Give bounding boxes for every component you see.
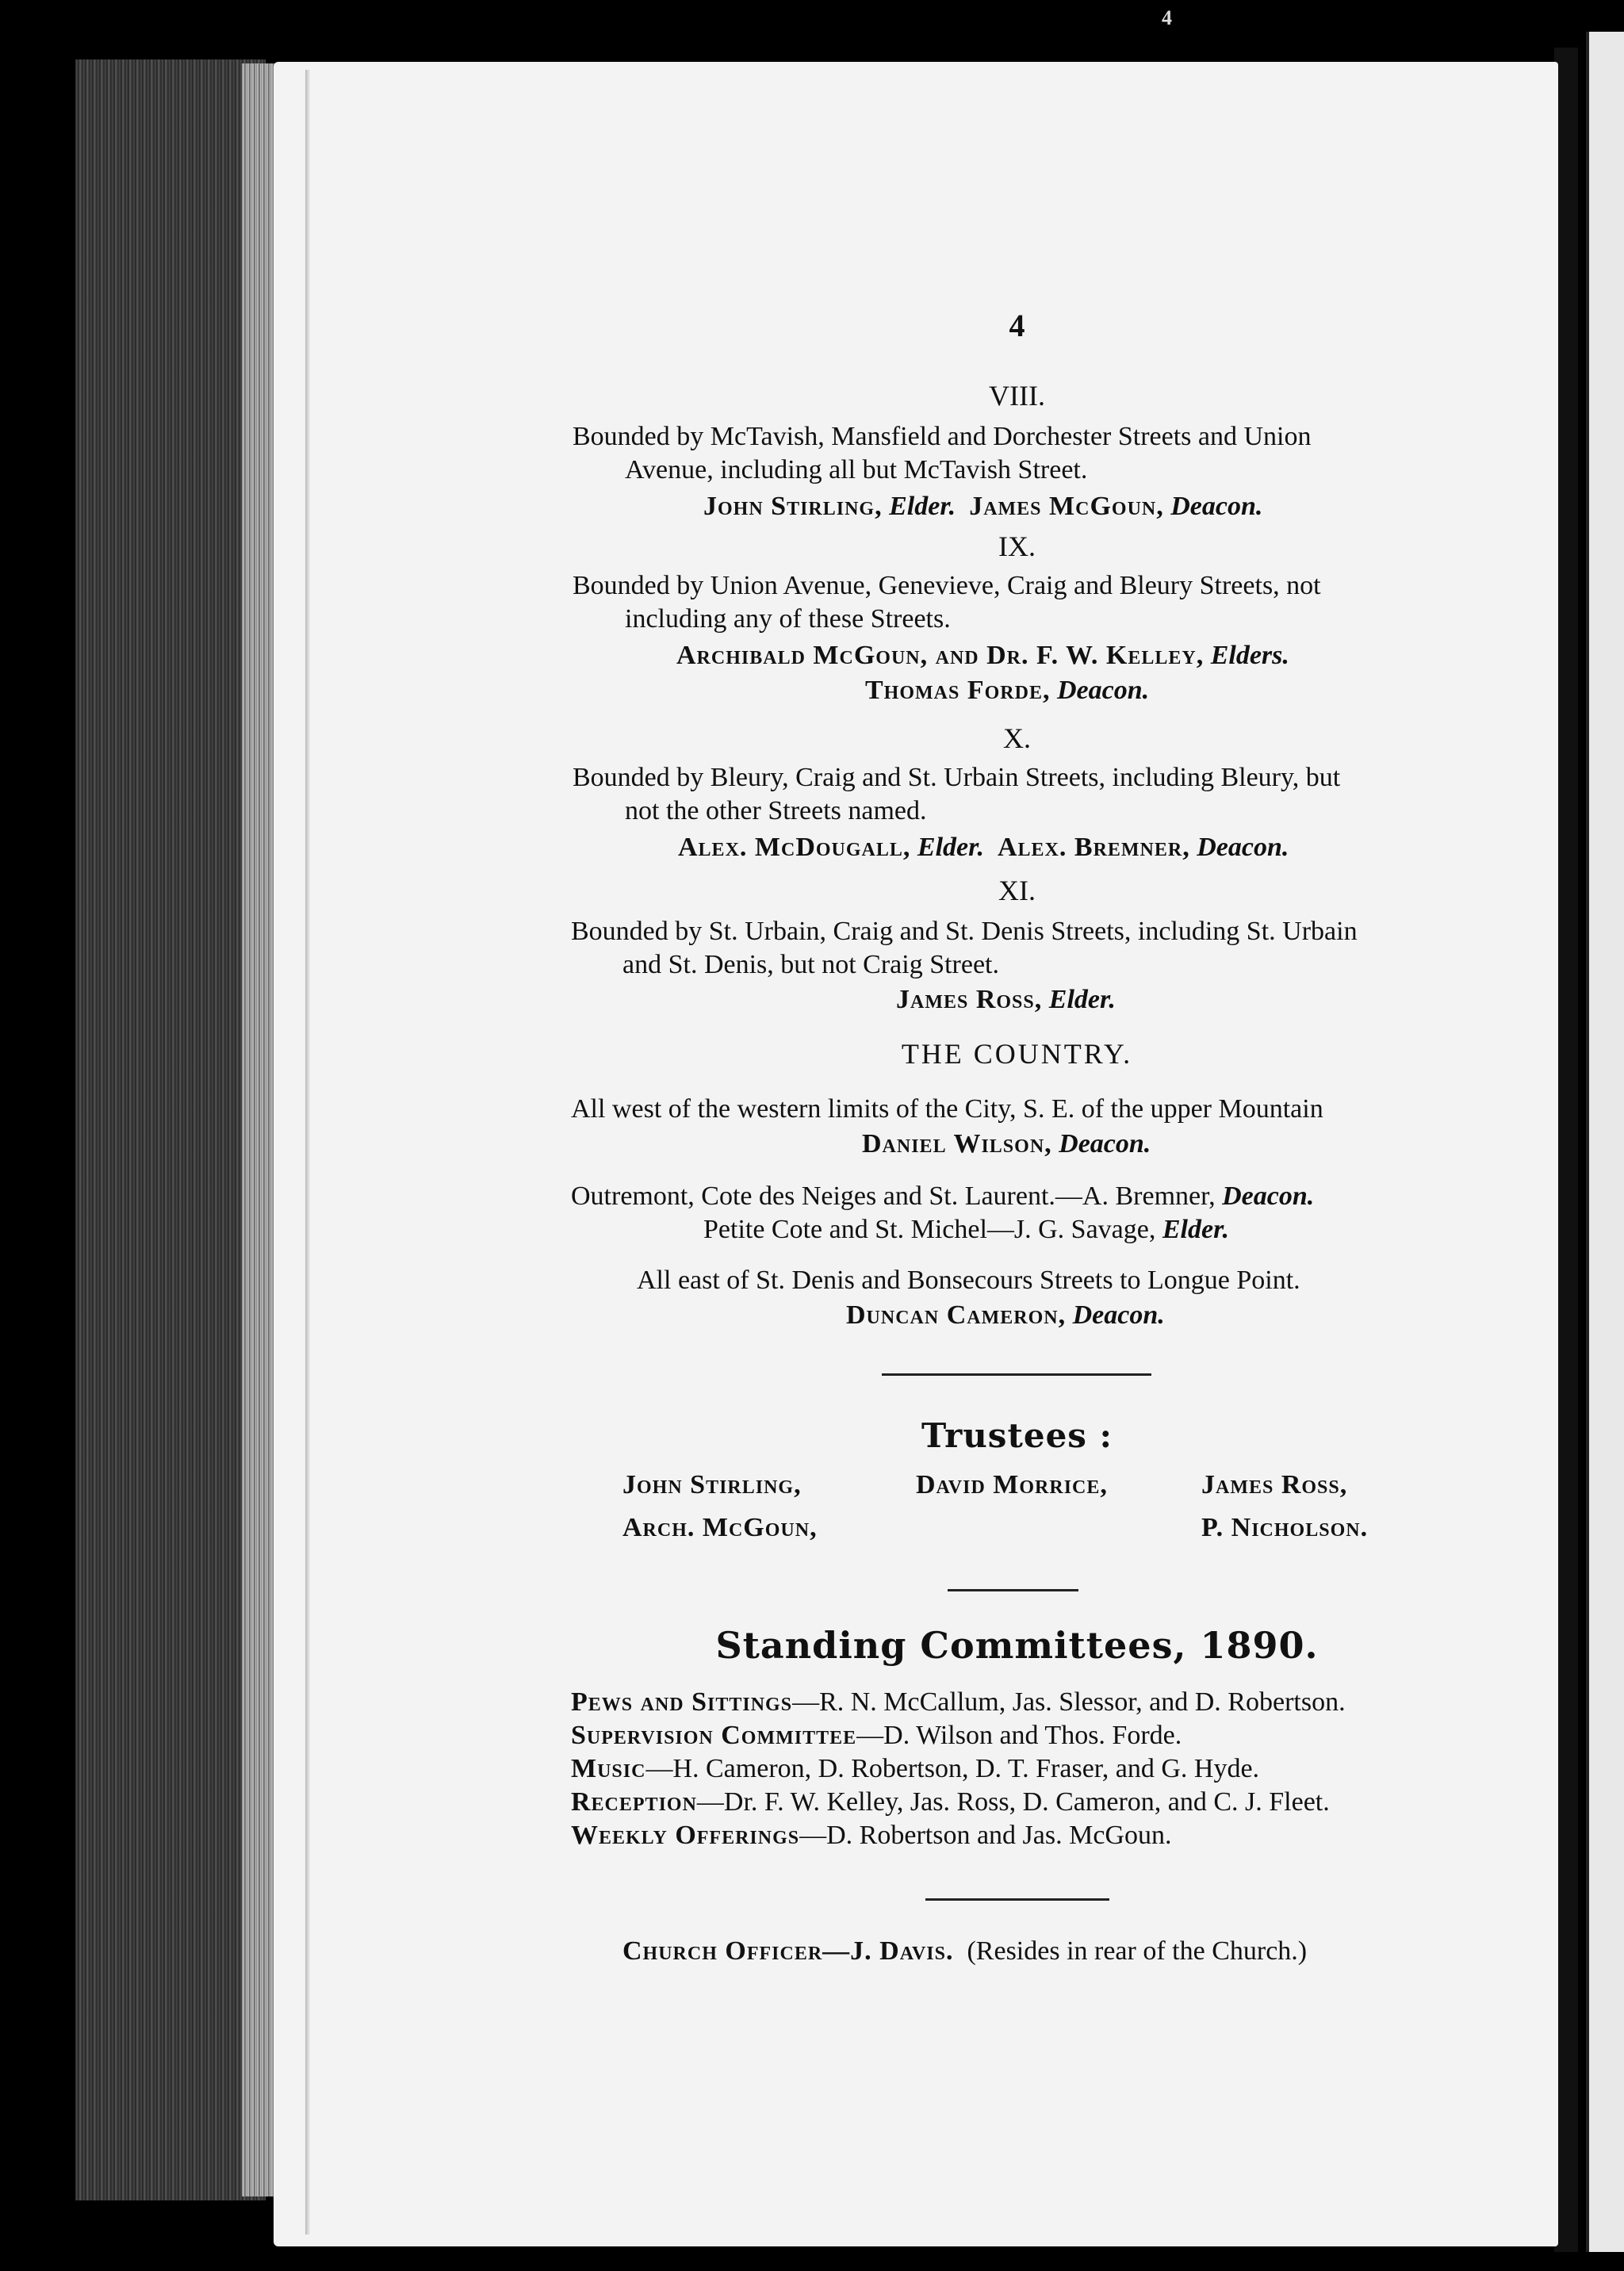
country-line: All west of the western limits of the City, S. E. of the upper Mountain: [571, 1094, 1323, 1124]
district-officers: Thomas Forde, Deacon.: [865, 676, 1150, 705]
next-page-edge: [1586, 32, 1624, 2252]
book-page-edges-inner: [242, 63, 278, 2196]
section-divider: [925, 1898, 1109, 1901]
trustee-name: James Ross,: [1201, 1470, 1348, 1499]
committee-item: Supervision Committee—D. Wilson and Thos. Forde.: [571, 1721, 1182, 1750]
district-officers: John Stirling, Elder. James McGoun, Deacon.: [703, 492, 1263, 521]
district-description: Bounded by Union Avenue, Genevieve, Craig and Bleury Streets, not: [573, 571, 1321, 600]
trustees-heading: Trustees :: [921, 1416, 1113, 1455]
district-officers: Archibald McGoun, and Dr. F. W. Kelley, Elders.: [676, 641, 1289, 670]
committee-item: Reception—Dr. F. W. Kelley, Jas. Ross, D. Cameron, and C. J. Fleet.: [571, 1787, 1330, 1817]
district-officers: James Ross, Elder.: [896, 985, 1116, 1014]
committee-item: Weekly Offerings—D. Robertson and Jas. McGoun.: [571, 1821, 1172, 1850]
committees-heading: Standing Committees, 1890.: [715, 1624, 1319, 1667]
trustee-name: David Morrice,: [916, 1470, 1108, 1499]
section-divider: [948, 1589, 1078, 1591]
trustee-name: P. Nicholson.: [1201, 1513, 1369, 1542]
district-description: not the other Streets named.: [625, 796, 927, 825]
district-description: Avenue, including all but McTavish Street.: [625, 455, 1088, 484]
church-officer: Church Officer—J. Davis. (Resides in rear of the Church.): [622, 1936, 1308, 1966]
country-officer: Daniel Wilson, Deacon.: [862, 1129, 1151, 1158]
committee-item: Music—H. Cameron, D. Robertson, D. T. Fraser, and G. Hyde.: [571, 1754, 1260, 1783]
trustee-name: Arch. McGoun,: [622, 1513, 818, 1542]
country-line: Petite Cote and St. Michel—J. G. Savage, Elder.: [703, 1215, 1229, 1244]
country-officer: Duncan Cameron, Deacon.: [846, 1300, 1165, 1330]
district-numeral: XI.: [998, 875, 1036, 906]
page-number: 4: [1009, 308, 1025, 343]
district-numeral: VIII.: [989, 380, 1045, 412]
country-heading: THE COUNTRY.: [901, 1038, 1133, 1070]
country-line: Outremont, Cote des Neiges and St. Laurent.—A. Bremner, Deacon.: [571, 1181, 1315, 1211]
section-divider: [882, 1373, 1151, 1376]
district-description: Bounded by St. Urbain, Craig and St. Denis Streets, including St. Urbain: [571, 917, 1358, 946]
district-description: and St. Denis, but not Craig Street.: [622, 950, 1000, 979]
district-description: Bounded by McTavish, Mansfield and Dorchester Streets and Union: [573, 422, 1312, 451]
book-page-edges: [75, 59, 266, 2200]
district-numeral: X.: [1003, 722, 1031, 754]
committee-item: Pews and Sittings—R. N. McCallum, Jas. Slessor, and D. Robertson.: [571, 1687, 1346, 1717]
district-numeral: IX.: [998, 530, 1036, 562]
district-description: Bounded by Bleury, Craig and St. Urbain Streets, including Bleury, but: [573, 763, 1341, 792]
trustee-name: John Stirling,: [622, 1470, 802, 1499]
top-mark: 4: [1162, 6, 1172, 29]
country-line: All east of St. Denis and Bonsecours Streets to Longue Point.: [637, 1266, 1300, 1295]
district-officers: Alex. McDougall, Elder. Alex. Bremner, Deacon.: [678, 833, 1289, 862]
district-description: including any of these Streets.: [625, 604, 951, 634]
